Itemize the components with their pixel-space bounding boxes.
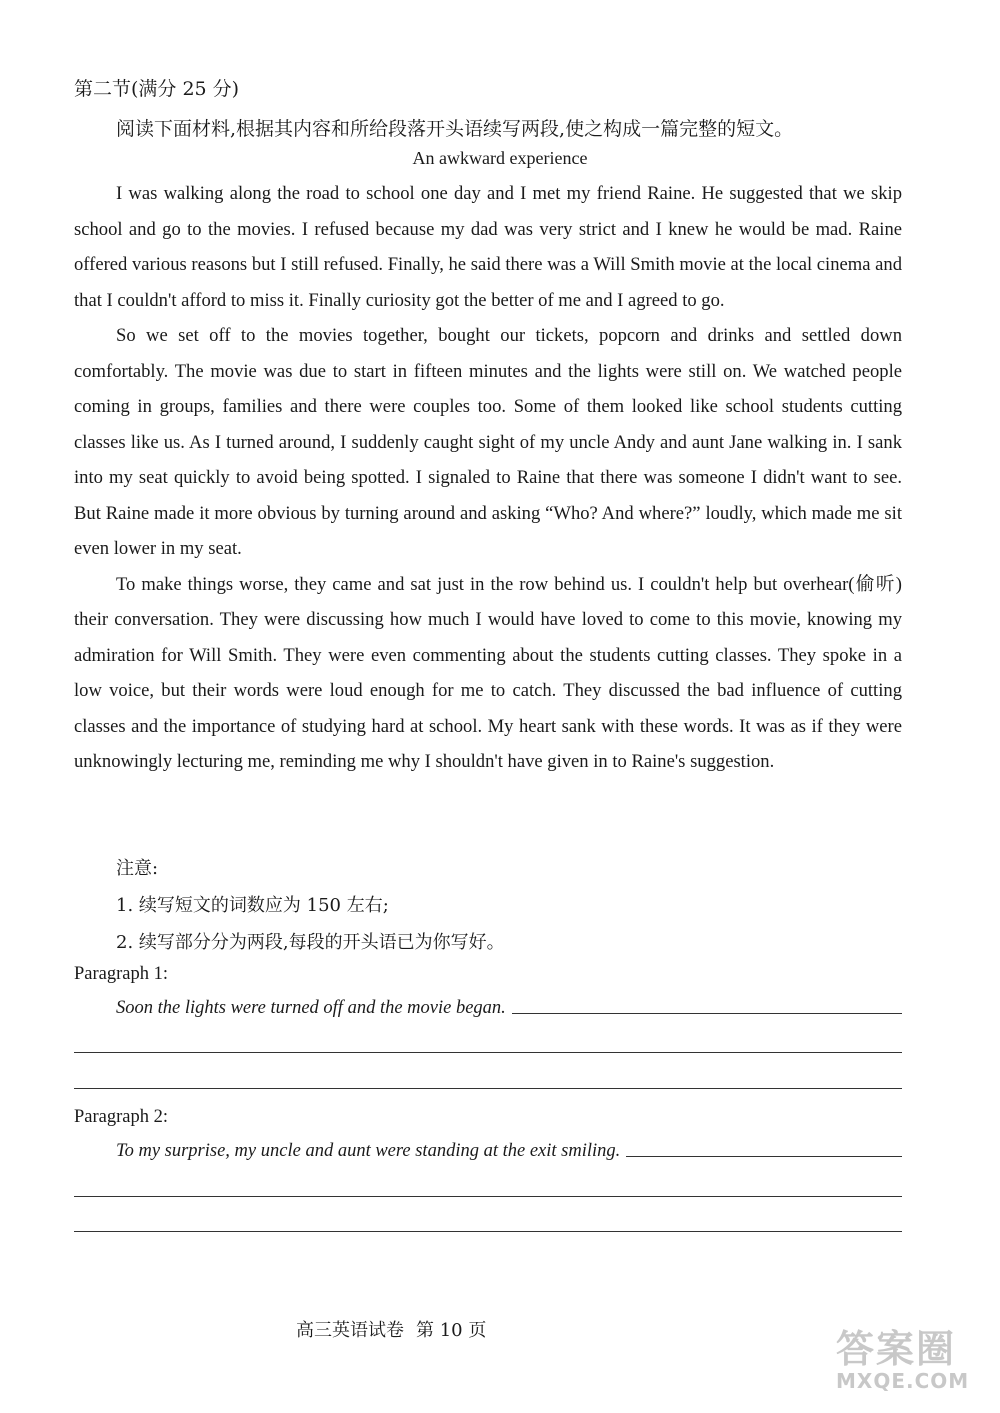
story-paragraph: To make things worse, they came and sat just in the row behind us. I couldn't help but overhear(偷听) their conversation. They were discussing how much I would have loved to come to this movie, knowing my admiration for Will Smith. They were even commenting about the students cutting classes. They spoke in a low voice, but their words were loud enough for me to catch. They discussed the bad influence of cutting classes and the importance of studying hard at school. My heart sank with these words. It was as if they were unknowingly lecturing me, reminding me why I shouldn't have given in to Raine's suggestion.	[74, 573, 902, 772]
answer-line[interactable]	[74, 1088, 902, 1089]
note-item: 1. 续写短文的词数应为 150 左右;	[116, 895, 389, 916]
watermark	[836, 1318, 969, 1393]
story-paragraph: So we set off to the movies together, bought our tickets, popcorn and drinks and settled down comfortably. The movie was due to start in fifteen minutes and the lights were still on. We watched people coming in groups, families and there were couples too. Some of them looked like school students cutting classes like us. As I turned around, I suddenly caught sight of my uncle Andy and aunt Jane walking in. I sank into my seat quickly to avoid being spotted. I signaled to Raine that there was someone I didn't want to see. But Raine made it more obvious by turning around and asking “Who? And where?” loudly, which made me sit even lower in my seat.	[74, 325, 902, 559]
answer-blank[interactable]	[626, 1155, 902, 1157]
paragraph2-starter-line	[116, 1141, 902, 1162]
section-heading: 第二节(满分 25 分)	[74, 78, 240, 100]
page-footer	[296, 1316, 486, 1342]
watermark-logo: 答案圈	[836, 1327, 957, 1371]
answer-line[interactable]	[74, 1196, 902, 1197]
story-paragraph: I was walking along the road to school one day and I met my friend Raine. He suggested that we skip school and go to the movies. I refused because my dad was very strict and I knew he would be mad. Raine offered various reasons but I still refused. Finally, he said there was a Will Smith movie at the local cinema and that I couldn't afford to miss it. Finally curiosity got the better of me and I agreed to go.	[74, 183, 902, 311]
paragraph1-starter-line	[116, 998, 902, 1019]
paragraph2-label: Paragraph 2:	[74, 1107, 169, 1127]
paragraph2-starter: To my surprise, my uncle and aunt were standing at the exit smiling.	[116, 1141, 621, 1161]
instruction-text: 阅读下面材料,根据其内容和所给段落开头语续写两段,使之构成一篇完整的短文。	[116, 118, 794, 140]
answer-blank[interactable]	[512, 1012, 902, 1014]
note-item: 2. 续写部分分为两段,每段的开头语已为你写好。	[116, 932, 505, 953]
answer-line[interactable]	[74, 1231, 902, 1232]
paragraph1-label: Paragraph 1:	[74, 964, 169, 984]
watermark-url: MXQE.COM	[836, 1369, 970, 1393]
answer-line[interactable]	[74, 1052, 902, 1053]
page-number: 第 10 页	[416, 1320, 487, 1341]
footer-title: 高三英语试卷	[296, 1320, 404, 1341]
notes-label: 注意:	[116, 858, 159, 879]
story-body	[74, 176, 902, 780]
story-title: An awkward experience	[412, 148, 588, 168]
paragraph1-starter: Soon the lights were turned off and the movie began.	[116, 998, 506, 1018]
